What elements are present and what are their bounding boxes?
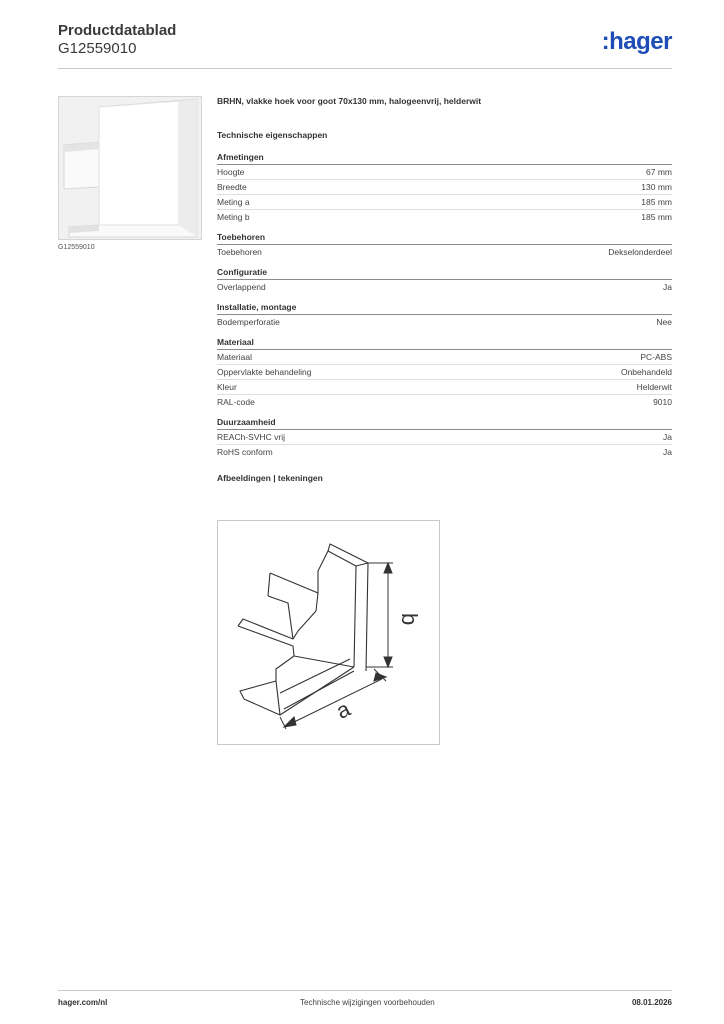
spec-label: Oppervlakte behandeling bbox=[217, 367, 312, 377]
spec-row bbox=[217, 165, 672, 180]
spec-row bbox=[217, 445, 672, 459]
spec-section bbox=[217, 232, 672, 259]
spec-label: Bodemperforatie bbox=[217, 317, 280, 327]
dimension-label-a: a bbox=[332, 695, 354, 724]
spec-value: 67 mm bbox=[646, 167, 672, 177]
spec-value: Ja bbox=[663, 447, 672, 457]
footer-website[interactable]: hager.com/nl bbox=[58, 998, 108, 1007]
section-title: Installatie, montage bbox=[217, 302, 672, 315]
header-divider bbox=[58, 68, 672, 69]
section-title: Duurzaamheid bbox=[217, 417, 672, 430]
product-code: G12559010 bbox=[58, 40, 137, 57]
spec-row bbox=[217, 280, 672, 294]
spec-row bbox=[217, 180, 672, 195]
spec-section bbox=[217, 302, 672, 329]
spec-label: Hoogte bbox=[217, 167, 245, 177]
spec-row bbox=[217, 350, 672, 365]
spec-label: Meting a bbox=[217, 197, 250, 207]
dimension-drawing bbox=[217, 520, 440, 745]
spec-content bbox=[217, 96, 672, 485]
spec-row bbox=[217, 195, 672, 210]
spec-value: Nee bbox=[656, 317, 672, 327]
spec-label: Overlappend bbox=[217, 282, 266, 292]
spec-label: RAL-code bbox=[217, 397, 255, 407]
spec-value: Dekselonderdeel bbox=[608, 247, 672, 257]
spec-row bbox=[217, 380, 672, 395]
brand-logo: :hager bbox=[601, 28, 672, 55]
spec-section bbox=[217, 417, 672, 459]
spec-label: Kleur bbox=[217, 382, 237, 392]
spec-row bbox=[217, 430, 672, 445]
section-title: Materiaal bbox=[217, 337, 672, 350]
spec-section bbox=[217, 152, 672, 224]
spec-row bbox=[217, 365, 672, 380]
spec-label: Materiaal bbox=[217, 352, 252, 362]
spec-label: Breedte bbox=[217, 182, 247, 192]
spec-value: Helderwit bbox=[636, 382, 672, 392]
page-title: Productdatablad bbox=[58, 22, 177, 39]
spec-value: 185 mm bbox=[641, 197, 672, 207]
footer-date: 08.01.2026 bbox=[631, 998, 672, 1007]
spec-value: 130 mm bbox=[641, 182, 672, 192]
spec-sections bbox=[217, 152, 672, 459]
section-title: Configuratie bbox=[217, 267, 672, 280]
spec-label: REACh-SVHC vrij bbox=[217, 432, 286, 442]
spec-label: Toebehoren bbox=[217, 247, 262, 257]
spec-row bbox=[217, 395, 672, 409]
brand-logo-text: hager bbox=[609, 28, 672, 55]
tech-heading: Technische eigenschappen bbox=[217, 130, 328, 140]
footer-notice: Technische wijzigingen voorbehouden bbox=[300, 998, 435, 1007]
spec-label: RoHS conform bbox=[217, 447, 273, 457]
footer-divider bbox=[58, 990, 672, 991]
spec-value: Ja bbox=[663, 282, 672, 292]
spec-value: 185 mm bbox=[641, 212, 672, 222]
spec-value: Onbehandeld bbox=[620, 367, 672, 377]
spec-label: Meting b bbox=[217, 212, 250, 222]
images-heading: Afbeeldingen | tekeningen bbox=[217, 473, 323, 483]
spec-row bbox=[217, 315, 672, 329]
spec-section bbox=[217, 267, 672, 294]
product-photo-caption: G12559010 bbox=[58, 244, 95, 251]
product-description: BRHN, vlakke hoek voor goot 70x130 mm, halogeenvrij, helderwit bbox=[217, 96, 482, 106]
section-title: Toebehoren bbox=[217, 232, 672, 245]
product-photo bbox=[58, 96, 202, 240]
dimension-label-b: b bbox=[397, 613, 422, 626]
section-title: Afmetingen bbox=[217, 152, 672, 165]
spec-row bbox=[217, 245, 672, 259]
spec-value: PC-ABS bbox=[640, 352, 672, 362]
spec-section bbox=[217, 337, 672, 409]
spec-value: 9010 bbox=[653, 397, 672, 407]
spec-value: Ja bbox=[663, 432, 672, 442]
spec-row bbox=[217, 210, 672, 224]
